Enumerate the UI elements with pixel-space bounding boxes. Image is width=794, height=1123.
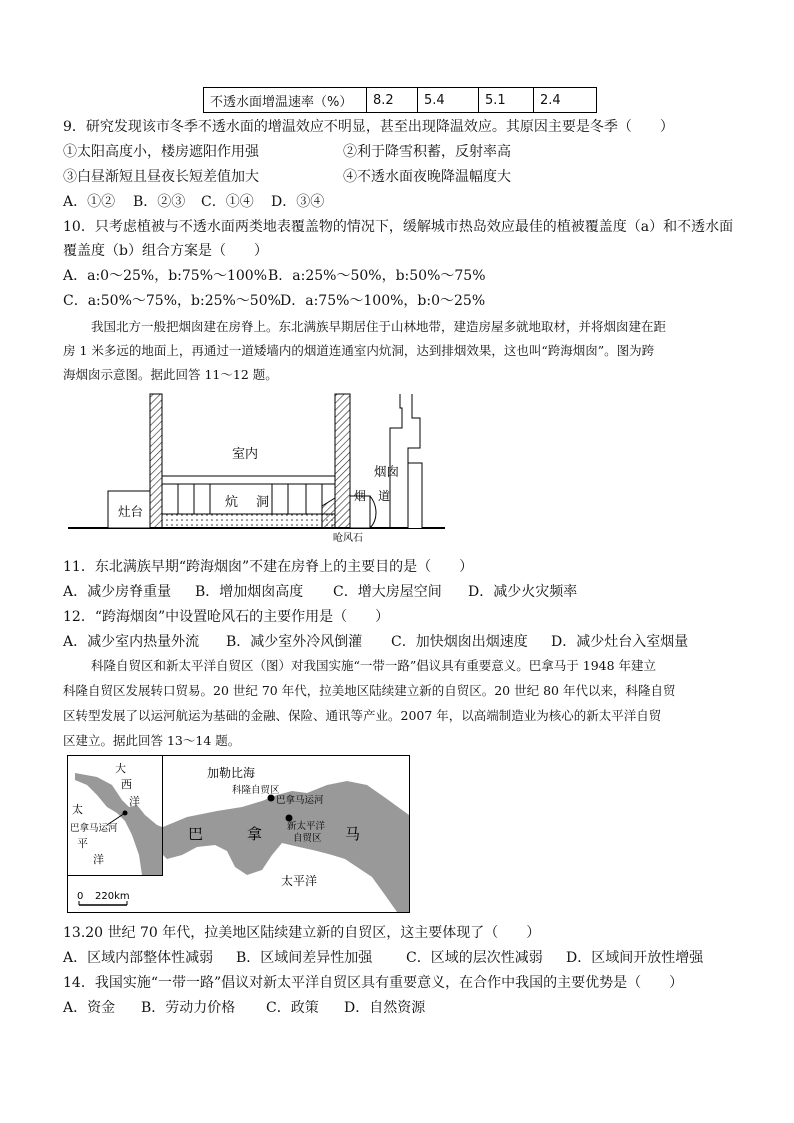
label-stove: 灶台 — [118, 504, 144, 519]
passage-11-12: 我国北方一般把烟囱建在房脊上。东北满族早期居住于山林地带，建造房屋多就地取材，并将烟囱建在距 — [91, 319, 667, 334]
label-kang: 炕 — [225, 495, 239, 510]
label-stone: 呛风石 — [333, 533, 363, 543]
option-a[interactable]: A．a:0～25%，b:75%～100% — [63, 268, 268, 284]
table-row-label: 不透水面增温速率（%） — [204, 88, 367, 113]
inset-label-da: 大 — [115, 762, 126, 775]
kang-base — [162, 514, 335, 528]
label-caribbean: 加勒比海 — [207, 766, 256, 780]
label-dao: 道 — [378, 489, 391, 503]
kang — [162, 484, 335, 514]
question-10-stem-cont: 覆盖度（b）组合方案是（ ） — [63, 243, 268, 259]
question-14-stem: 14．我国实施“一带一路”倡议对新太平洋自贸区具有重要意义，在合作中我国的主要优势是（ ） — [63, 975, 684, 991]
table-cell: 8.2 — [367, 88, 418, 113]
passage-11-12: 海烟囱示意图。据此回答 11～12 题。 — [63, 367, 278, 382]
label-new-pacific-2: 自贸区 — [293, 833, 322, 844]
option-a[interactable]: A．①② — [63, 194, 116, 210]
label-chimney: 烟囱 — [374, 464, 400, 479]
passage-13-14: 区转型发展了以运河航运为基础的金融、保险、通讯等产业。2007 年，以高端制造业为核心的新太平洋自贸 — [63, 708, 662, 723]
option-a[interactable]: A．减少房脊重量 — [63, 584, 172, 600]
question-9-item: ④不透水面夜晚降温幅度大 — [343, 169, 511, 185]
chimney-diagram — [60, 388, 500, 543]
label-na: 拿 — [247, 825, 263, 843]
question-9-options — [63, 192, 324, 212]
option-c[interactable]: C．加快烟囱出烟速度 — [391, 634, 528, 650]
left-wall — [150, 394, 162, 528]
label-ba: 巴 — [188, 825, 204, 843]
question-14-options — [63, 998, 425, 1018]
option-b[interactable]: B．劳动力价格 — [141, 1000, 236, 1016]
option-b[interactable]: B．减少室外冷风倒灌 — [226, 634, 363, 650]
question-9-item: ②利于降雪积蓄，反射率高 — [343, 144, 511, 160]
label-ma: 马 — [345, 825, 361, 843]
option-d[interactable]: D．a:75%～100%，b:0～25% — [280, 293, 486, 309]
question-11-options — [63, 582, 577, 602]
option-d[interactable]: D．区域间开放性增强 — [566, 950, 704, 966]
table-cell: 5.4 — [418, 88, 479, 113]
question-10-stem: 10．只考虑植被与不透水面两类地表覆盖物的情况下，缓解城市热岛效应最佳的植被覆盖度（a）和不透水面 — [63, 219, 734, 235]
option-d[interactable]: D．减少火灾频率 — [468, 584, 578, 600]
right-wall — [335, 394, 350, 528]
option-b[interactable]: B．a:25%～50%，b:50%～75% — [268, 268, 486, 284]
inset-label-canal: 巴拿马运河 — [70, 823, 118, 834]
scale-km: 220km — [95, 891, 130, 902]
option-c[interactable]: C．增大房屋空间 — [333, 584, 442, 600]
scale-zero: 0 — [77, 891, 84, 902]
option-b[interactable]: B．增加烟囱高度 — [195, 584, 304, 600]
option-d[interactable]: D．自然资源 — [344, 1000, 426, 1016]
label-colon: 科隆自贸区 — [232, 785, 280, 796]
label-canal: 巴拿马运河 — [276, 795, 324, 806]
inset-label-yang2: 洋 — [93, 853, 104, 866]
passage-13-14: 区建立。据此回答 13～14 题。 — [63, 733, 241, 748]
option-a[interactable]: A．资金 — [63, 1000, 116, 1016]
question-11-stem: 11．东北满族早期“跨海烟囱”不建在房脊上的主要目的是（ ） — [63, 559, 474, 575]
question-13-options — [63, 948, 703, 968]
option-b[interactable]: B．区域间差异性加强 — [236, 950, 373, 966]
label-dong: 洞 — [256, 495, 270, 510]
panama-map — [67, 755, 410, 913]
table-row — [204, 88, 597, 113]
question-12-stem: 12．“跨海烟囱”中设置呛风石的主要作用是（ ） — [63, 609, 390, 625]
inset-label-yang: 洋 — [129, 795, 140, 808]
question-12-options — [63, 632, 688, 652]
table-cell: 2.4 — [534, 88, 597, 113]
question-9-item: ①太阳高度小，楼房遮阳作用强 — [63, 144, 259, 160]
question-9-stem: 9．研究发现该市冬季不透水面的增温效应不明显，甚至出现降温效应。其原因主要是冬季（ ） — [63, 119, 674, 135]
option-c[interactable]: C．a:50%～75%，b:25%～50% — [63, 293, 281, 309]
passage-13-14: 科隆自贸区和新太平洋自贸区（图）对我国实施“一带一路”倡议具有重要意义。巴拿马于 1948 年建立 — [91, 658, 657, 673]
option-c[interactable]: C．政策 — [266, 1000, 319, 1016]
inset-label-tai: 太 — [72, 803, 83, 816]
option-d[interactable]: D．③④ — [271, 194, 325, 210]
option-a[interactable]: A．区域内部整体性减弱 — [63, 950, 214, 966]
question-13-stem: 13.20 世纪 70 年代，拉美地区陆续建立新的自贸区，这主要体现了（ ） — [63, 925, 541, 941]
table-cell: 5.1 — [479, 88, 534, 113]
label-pacific: 太平洋 — [281, 874, 318, 888]
passage-13-14: 科隆自贸区发展转口贸易。20 世纪 70 年代，拉美地区陆续建立新的自贸区。20 世纪 80 年代以来，科隆自贸 — [63, 683, 676, 698]
question-9-item: ③白昼渐短且昼夜长短差值加大 — [63, 169, 259, 185]
data-table — [203, 87, 597, 113]
question-10-options — [63, 266, 486, 286]
option-a[interactable]: A．减少室内热量外流 — [63, 634, 200, 650]
option-d[interactable]: D．减少灶台入室烟量 — [551, 634, 689, 650]
label-yan: 烟 — [354, 489, 367, 503]
passage-11-12: 房 1 米多远的地面上，再通过一道矮墙内的烟道连通室内炕洞，达到排烟效果，这也叫“跨海烟囱”。图为跨 — [63, 343, 655, 358]
label-new-pacific: 新太平洋 — [287, 821, 326, 832]
option-c[interactable]: C．区域的层次性减弱 — [406, 950, 543, 966]
inset-label-xi: 西 — [121, 778, 132, 791]
question-10-options — [63, 291, 485, 311]
option-b[interactable]: B．②③ — [133, 194, 186, 210]
label-indoor: 室内 — [232, 447, 259, 462]
option-c[interactable]: C．①④ — [201, 194, 254, 210]
inset-label-ping: 平 — [77, 837, 88, 850]
